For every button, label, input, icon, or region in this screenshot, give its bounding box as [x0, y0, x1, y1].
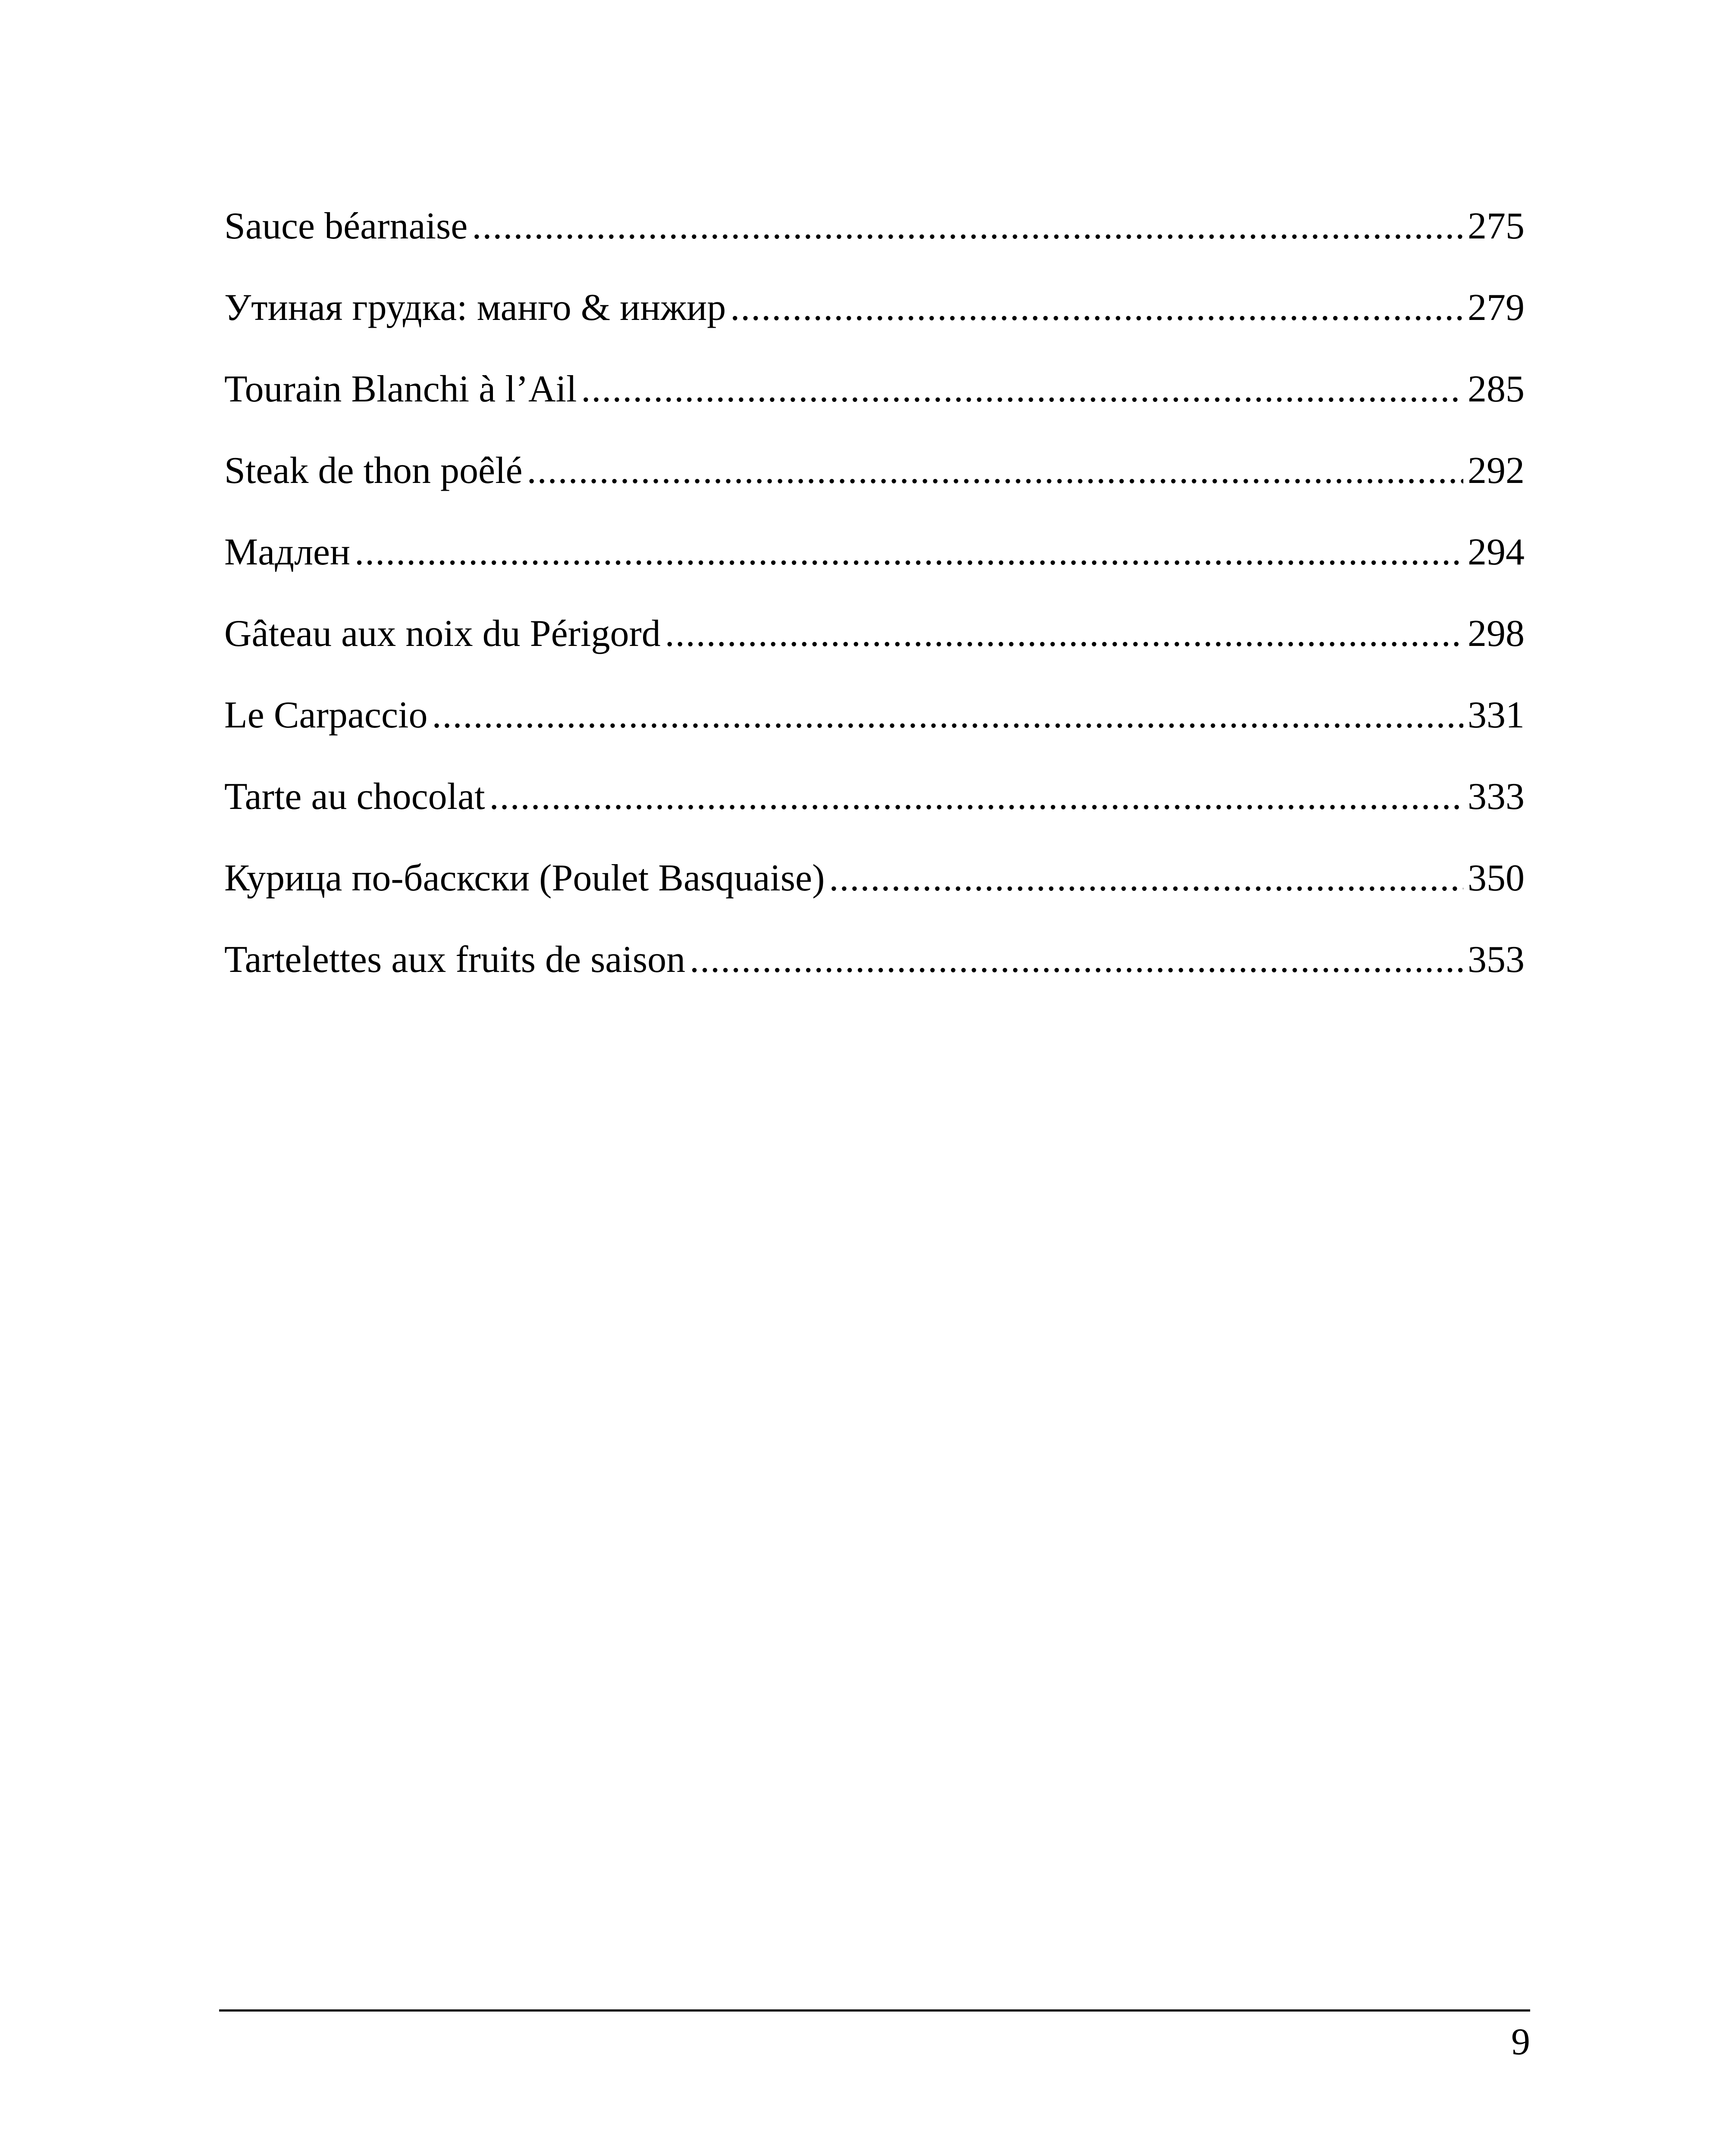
toc-entry-page: 292	[1468, 450, 1525, 492]
toc-entry-title: Мадлен	[224, 531, 351, 573]
toc-dot-leader	[690, 919, 1463, 1000]
toc-dot-leader	[730, 267, 1463, 348]
toc-entry-page: 333	[1468, 776, 1525, 818]
toc-entry[interactable]	[224, 593, 1525, 674]
toc-entry-page: 350	[1468, 857, 1525, 899]
toc-entry-page: 275	[1468, 205, 1525, 247]
toc-entry-page: 294	[1468, 531, 1525, 573]
toc-entry[interactable]	[224, 674, 1525, 756]
footer-divider	[219, 2009, 1530, 2012]
toc-entry-title: Sauce béarnaise	[224, 205, 468, 247]
toc-dot-leader	[829, 837, 1463, 919]
toc-entry-title: Tourain Blanchi à l’Ail	[224, 368, 577, 410]
toc-entry-title: Steak de thon poêlé	[224, 450, 523, 492]
toc-entry[interactable]	[224, 348, 1525, 430]
toc-entry[interactable]	[224, 837, 1525, 919]
toc-entry[interactable]	[224, 185, 1525, 267]
toc-entry-title: Курица по-баскски (Poulet Basquaise)	[224, 857, 825, 899]
toc-entry-page: 331	[1468, 694, 1525, 736]
toc-entry[interactable]	[224, 267, 1525, 348]
toc-dot-leader	[489, 756, 1463, 837]
toc-entry-title: Gâteau aux noix du Périgord	[224, 613, 661, 655]
toc-entry[interactable]	[224, 756, 1525, 837]
toc-entry-title: Утиная грудка: манго & инжир	[224, 287, 726, 329]
toc-dot-leader	[355, 511, 1463, 593]
toc-entry-page: 353	[1468, 939, 1525, 981]
toc-entry-title: Tartelettes aux fruits de saison	[224, 939, 686, 981]
toc-entry-page: 279	[1468, 287, 1525, 329]
toc-entry-page: 285	[1468, 368, 1525, 410]
page-number: 9	[1511, 2021, 1530, 2063]
table-of-contents	[224, 185, 1525, 1000]
toc-entry-page: 298	[1468, 613, 1525, 655]
toc-dot-leader	[432, 674, 1464, 756]
toc-entry[interactable]	[224, 511, 1525, 593]
toc-entry-title: Le Carpaccio	[224, 694, 428, 736]
toc-dot-leader	[472, 185, 1463, 267]
toc-entry[interactable]	[224, 430, 1525, 511]
toc-dot-leader	[581, 348, 1463, 430]
toc-entry[interactable]	[224, 919, 1525, 1000]
toc-dot-leader	[527, 430, 1463, 511]
toc-dot-leader	[665, 593, 1463, 674]
toc-entry-title: Tarte au chocolat	[224, 776, 485, 818]
